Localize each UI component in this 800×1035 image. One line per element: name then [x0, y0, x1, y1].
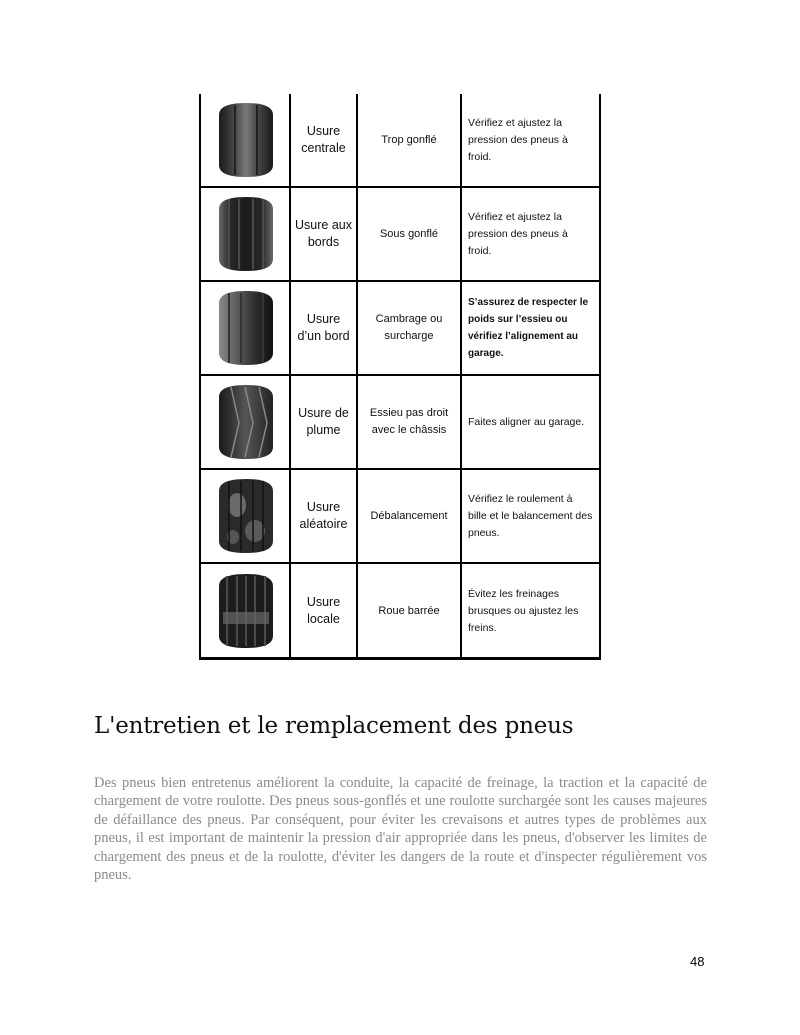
wear-type: Usure aléatoire [291, 470, 358, 562]
tire-local-wear-icon [213, 572, 279, 650]
table-row [201, 282, 599, 376]
tire-image-cell [203, 188, 291, 280]
tire-edge-wear-icon [213, 195, 279, 273]
wear-fix: Vérifiez le roulement à bille et le balancement des pneus. [468, 492, 593, 539]
section-title: L'entretien et le remplacement des pneus [94, 713, 574, 739]
body-paragraph: Des pneus bien entretenus améliorent la conduite, la capacité de freinage, la traction et la capacité de chargement de votre roulotte. Des pneus sous-gonflés et une roulotte surchargée sont les causes majeures de défaillance des pneus. Par conséquent, pour éviter les crevaisons et autres types de problèmes aux pneus, il est important de maintenir la pression d'air appropriée dans les pneus, d'observer les limites de chargement des pneus et de la roulotte, d'éviter les dangers de la route et d'inspecter régulièrement vos pneus. [94, 775, 707, 884]
wear-fix: Vérifiez et ajustez la pression des pneus à froid. [468, 116, 568, 163]
table-row [201, 376, 599, 470]
tire-image-cell [203, 564, 291, 658]
wear-cause: Sous gonflé [358, 188, 462, 280]
tire-image-cell [203, 94, 291, 186]
wear-fix: Évitez les freinages brusques ou ajustez les freins. [468, 587, 579, 634]
table-row [201, 188, 599, 282]
wear-type: Usure locale [291, 564, 358, 658]
tire-random-wear-icon [213, 477, 279, 555]
wear-fix: Vérifiez et ajustez la pression des pneus à froid. [468, 210, 568, 257]
wear-cause: Essieu pas droit avec le châssis [358, 376, 462, 468]
tire-image-cell [203, 282, 291, 374]
tire-feather-wear-icon [213, 383, 279, 461]
table-row [201, 470, 599, 564]
wear-type: Usure centrale [291, 94, 358, 186]
wear-cause: Trop gonflé [358, 94, 462, 186]
wear-cause: Débalancement [358, 470, 462, 562]
tire-one-side-wear-icon [213, 289, 279, 367]
tire-wear-table [199, 94, 601, 660]
tire-center-wear-icon [213, 101, 279, 179]
page-number: 48 [690, 954, 705, 969]
tire-image-cell [203, 470, 291, 562]
table-row [201, 564, 599, 658]
wear-fix: S’assurez de respecter le poids sur l’essieu ou vérifiez l’alignement au garage. [468, 297, 589, 359]
wear-cause: Cambrage ou surcharge [358, 282, 462, 374]
table-row [201, 94, 599, 188]
tire-image-cell [203, 376, 291, 468]
wear-fix: Faites aligner au garage. [468, 415, 585, 428]
wear-type: Usure d’un bord [291, 282, 358, 374]
wear-type: Usure de plume [291, 376, 358, 468]
wear-type: Usure aux bords [291, 188, 358, 280]
wear-cause: Roue barrée [358, 564, 462, 658]
